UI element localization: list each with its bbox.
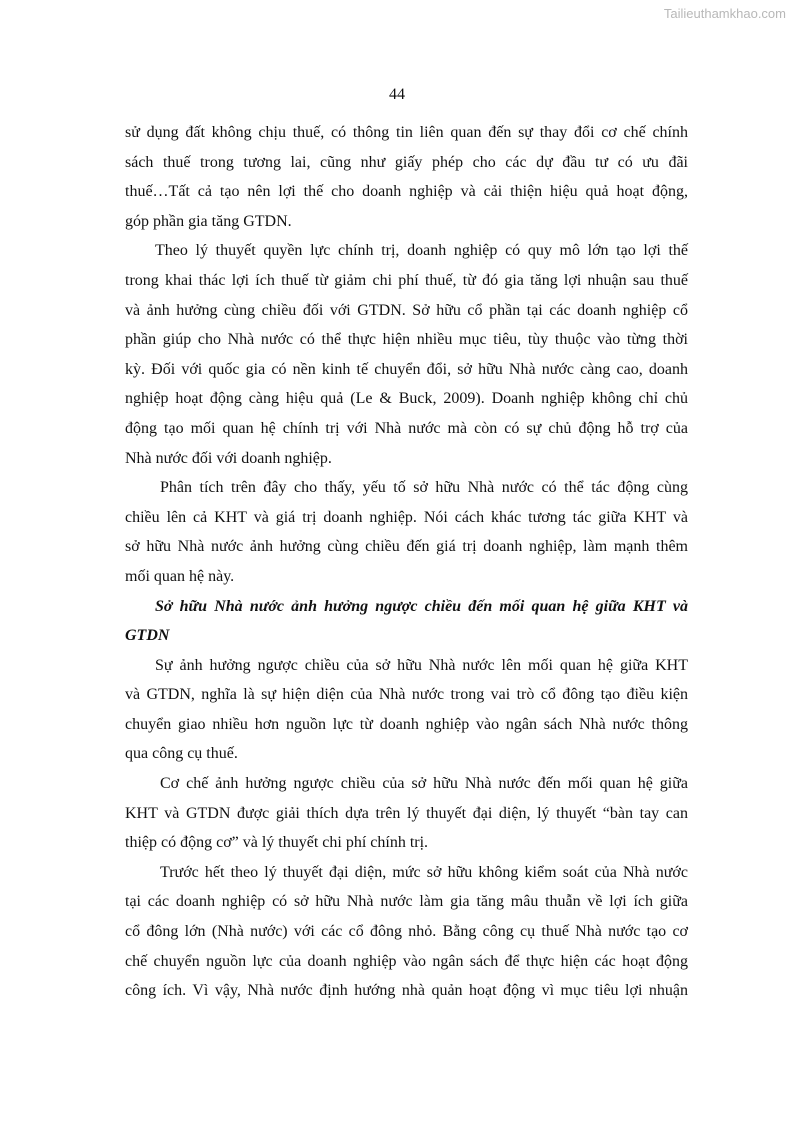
text-line: Cơ chế ảnh hưởng ngược chiều của sở hữu Nhà nước đến mối quan hệ giữa: [160, 775, 688, 793]
text-line: tại các doanh nghiệp có sở hữu Nhà nước làm gia tăng mâu thuẫn về lợi ích giữa: [125, 893, 688, 911]
text-line: cổ đông lớn (Nhà nước) với các cổ đông nhỏ. Bằng công cụ thuế Nhà nước tạo cơ: [125, 923, 688, 941]
text-line: thuế…Tất cả tạo nên lợi thế cho doanh nghiệp và cải thiện hiệu quả hoạt động,: [125, 183, 688, 201]
text-line: sách thuế trong tương lai, cũng như giấy phép cho các dự đầu tư có ưu đãi: [125, 153, 688, 171]
paragraph-2: [125, 236, 688, 473]
text-line: và GTDN, nghĩa là sự hiện diện của Nhà nước trong vai trò cổ đông tạo điều kiện: [125, 686, 688, 704]
text-line: sở hữu Nhà nước ảnh hưởng cùng chiều đến giá trị doanh nghiệp, làm mạnh thêm: [125, 538, 688, 556]
text-line: kỳ. Đối với quốc gia có nền kinh tế chuyển đổi, sở hữu Nhà nước càng cao, doanh: [125, 360, 688, 378]
text-line: nghiệp hoạt động càng hiệu quả (Le & Buck, 2009). Doanh nghiệp không chỉ chủ: [125, 390, 688, 408]
text-line: sử dụng đất không chịu thuế, có thông tin liên quan đến sự thay đổi cơ chế chính: [125, 124, 688, 141]
text-line: và ảnh hưởng cùng chiều đối với GTDN. Sở hữu cổ phần tại các doanh nghiệp cổ: [125, 301, 688, 319]
text-line: thiệp có động cơ” và lý thuyết chi phí chính trị.: [125, 834, 429, 852]
section-heading: [125, 592, 688, 651]
paragraph-6: [125, 858, 688, 1006]
text-line: công ích. Vì vậy, Nhà nước định hướng nhà quản hoạt động vì mục tiêu lợi nhuận: [125, 982, 688, 1000]
text-line: chuyển giao nhiều hơn nguồn lực từ doanh nghiệp vào ngân sách Nhà nước thông: [125, 715, 688, 733]
paragraph-1: [125, 118, 688, 236]
text-line: chế chuyển nguồn lực của doanh nghiệp vào ngân sách để thực hiện các hoạt động: [125, 952, 688, 970]
paragraph-4: [125, 651, 688, 769]
paragraph-3: [125, 473, 688, 591]
text-line: KHT và GTDN được giải thích dựa trên lý thuyết đại diện, lý thuyết “bàn tay can: [125, 804, 688, 822]
text-line: chiều lên cả KHT và giá trị doanh nghiệp. Nói cách khác tương tác giữa KHT và: [125, 508, 688, 526]
text-line: Phân tích trên đây cho thấy, yếu tố sở hữu Nhà nước có thể tác động cùng: [160, 479, 688, 497]
text-line: Nhà nước đối với doanh nghiệp.: [125, 449, 332, 467]
text-line: phần giúp cho Nhà nước có thể thực hiện nhiều mục tiêu, tùy thuộc vào từng thời: [125, 331, 688, 349]
text-line: trong khai thác lợi ích thuế từ giảm chi phí thuế, từ đó gia tăng lợi nhuận sau thuế: [125, 271, 688, 289]
text-line: Sự ảnh hưởng ngược chiều của sở hữu Nhà nước lên mối quan hệ giữa KHT: [155, 656, 688, 674]
document-body: [125, 118, 688, 1006]
paragraph-5: [125, 769, 688, 858]
heading-line: Sở hữu Nhà nước ảnh hưởng ngược chiều đến mối quan hệ giữa KHT và: [155, 597, 688, 615]
text-line: động tạo mối quan hệ chính trị với Nhà nước mà còn có sự chủ động hỗ trợ của: [125, 419, 688, 437]
heading-line: GTDN: [125, 627, 170, 645]
text-line: Theo lý thuyết quyền lực chính trị, doanh nghiệp có quy mô lớn tạo lợi thế: [155, 242, 688, 260]
text-line: qua công cụ thuế.: [125, 745, 238, 763]
text-line: mối quan hệ này.: [125, 567, 235, 585]
text-line: Trước hết theo lý thuyết đại diện, mức sở hữu không kiểm soát của Nhà nước: [160, 863, 688, 881]
text-line: góp phần gia tăng GTDN.: [125, 212, 292, 230]
page-number: 44: [389, 86, 405, 103]
watermark: Tailieuthamkhao.com: [663, 6, 786, 21]
